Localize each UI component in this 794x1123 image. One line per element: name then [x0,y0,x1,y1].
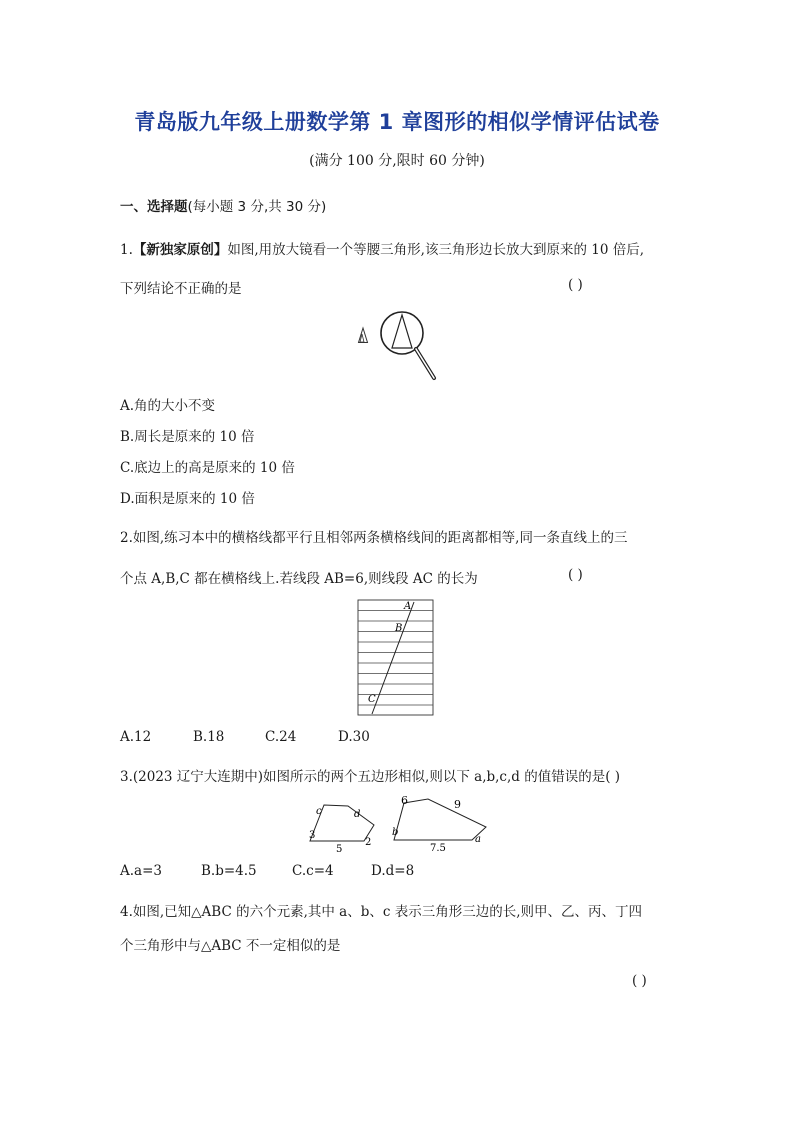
q1-number: 1. [120,242,133,258]
q1-option-c: C.底边上的高是原来的 10 倍 [120,460,295,476]
small-label-3: 3 [309,830,316,841]
label-b: B [395,623,403,634]
small-label-2: 2 [365,837,372,848]
page-title: 青岛版九年级上册数学第 1 章图形的相似学情评估试卷 [134,110,660,134]
section-title: 一、选择题 [120,199,188,215]
q2-option-c: C.24 [265,729,297,745]
q3-option-d: D.d=8 [371,863,415,879]
q2-line2: 个点 A,B,C 都在横格线上.若线段 AB=6,则线段 AC 的长为 [120,571,478,587]
label-a: A [404,601,412,612]
q3-option-b: B.b=4.5 [201,863,257,879]
small-label-c: c [316,806,322,817]
q2-line1: 2.如图,练习本中的横格线都平行且相邻两条横格线间的距离都相等,同一条直线上的三 [120,530,628,546]
enlarged-triangle [392,315,412,348]
magnifier-handle-highlight [416,349,434,378]
large-label-a: a [475,834,481,845]
q4-line2: 个三角形中与△ABC 不一定相似的是 [120,938,341,954]
q1-tag: 【新独家原创】 [132,242,228,258]
small-label-5: 5 [336,844,343,855]
large-label-9: 9 [454,798,461,811]
large-label-6: 6 [401,794,408,807]
q1-option-b: B.周长是原来的 10 倍 [120,429,255,445]
q1-option-d: D.面积是原来的 10 倍 [120,491,255,507]
q1-line2: 下列结论不正确的是 [120,281,242,297]
small-triangle-shape [359,328,368,343]
label-c: C [368,694,376,705]
q2-option-d: D.30 [338,729,370,745]
q4-answer-paren: ( ) [632,973,647,989]
small-label-d: d [354,809,361,820]
q1-text: 如图,用放大镜看一个等腰三角形,该三角形边长放大到原来的 10 倍后, [227,242,645,258]
section-heading [120,195,326,215]
q1-magnifier-figure [350,306,450,386]
q2-diagonal-line [372,602,414,714]
q1-line1 [120,238,644,258]
q4-line1: 4.如图,已知△ABC 的六个元素,其中 a、b、c 表示三角形三边的长,则甲、乙、丙、丁四 [120,904,643,920]
q3-option-a: A.a=3 [120,863,162,879]
page-subtitle: (满分 100 分,限时 60 分钟) [309,153,485,169]
q2-option-a: A.12 [120,729,152,745]
q3-line1: 3.(2023 辽宁大连期中)如图所示的两个五边形相似,则以下 a,b,c,d 的值错误的是( ) [120,769,621,785]
large-label-7-5: 7.5 [430,843,446,854]
large-label-b: b [392,827,399,838]
q2-notebook-figure [356,598,436,718]
q1-answer-paren: ( ) [568,277,583,293]
q1-option-a: A.角的大小不变 [120,398,216,414]
q3-option-c: C.c=4 [292,863,334,879]
q2-option-b: B.18 [193,729,225,745]
section-note: (每小题 3 分,共 30 分) [187,199,327,215]
q2-answer-paren: ( ) [568,567,583,583]
q3-pentagons-figure [300,790,500,856]
